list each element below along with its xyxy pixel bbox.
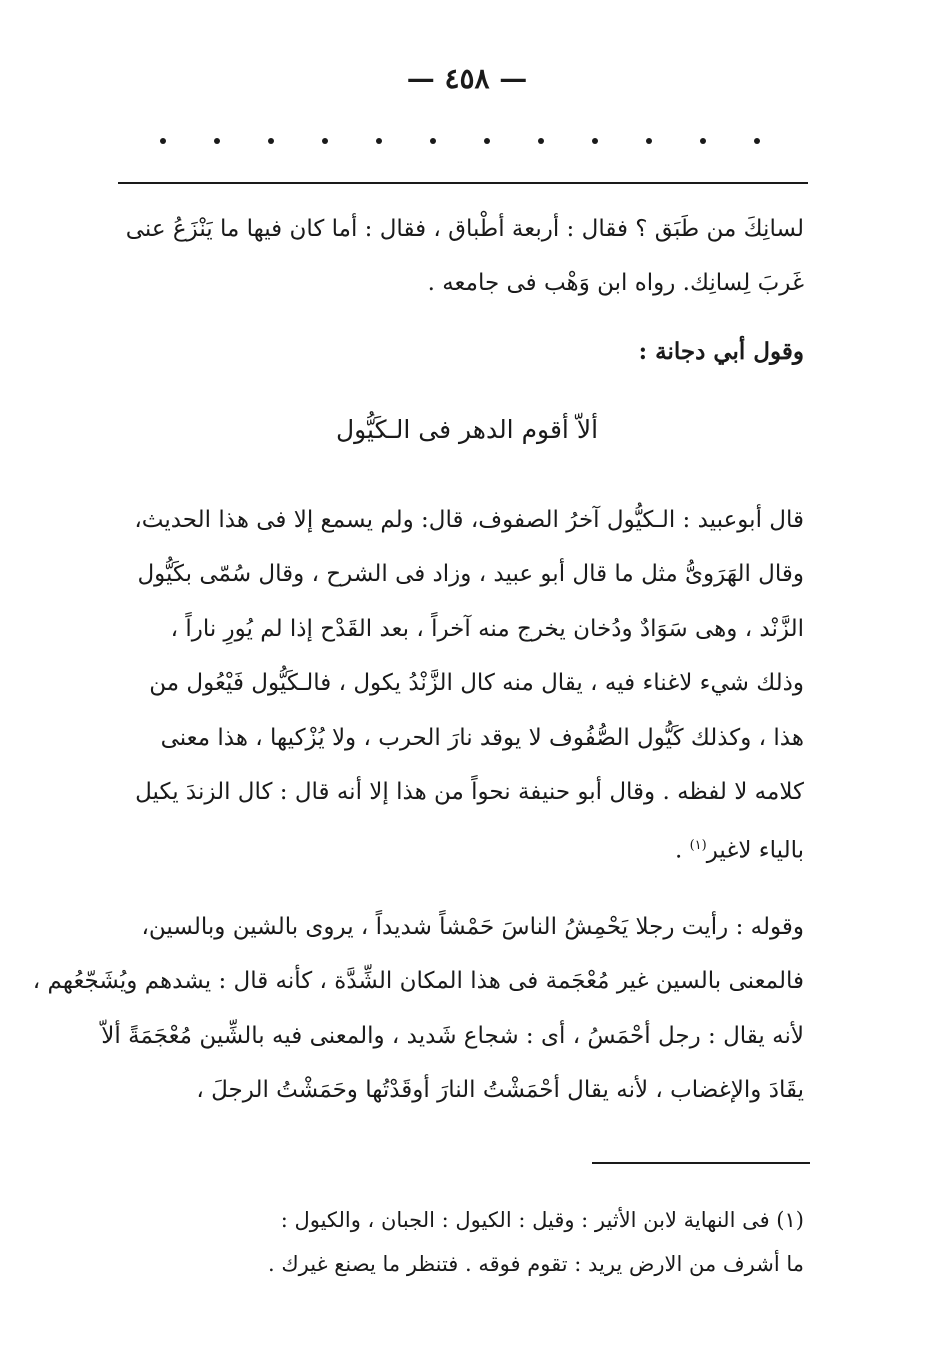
- text-line: فالمعنى بالسين غير مُعْجَمة فى هذا المكان الشِّدَّة ، كأنه قال : يشدهم ويُشَجّعُهم ،: [32, 968, 804, 995]
- ornament-dot: [268, 138, 274, 144]
- text-line: قال أبوعبيد : الـكيُّول آخرُ الصفوف، قال: ولم يسمع إلا فى هذا الحديث،: [134, 507, 804, 533]
- ornament-dot: [322, 138, 328, 144]
- intro-line: [126, 330, 804, 374]
- ornament-dot: [592, 138, 598, 144]
- verse-heading: ألاّ أقوم الدهر فى الـكَيُّول: [335, 415, 599, 444]
- text-line: [126, 819, 804, 878]
- ornament-dots: [160, 138, 760, 144]
- text-line: وقول أبي دجانة :: [638, 338, 804, 365]
- text-line: غَربَ لِسانِك. رواه ابن وَهْب فى جامعه .: [427, 270, 804, 296]
- ornament-dot: [484, 138, 490, 144]
- ornament-dot: [754, 138, 760, 144]
- ornament-dot: [538, 138, 544, 144]
- footnote-rule: [592, 1162, 810, 1164]
- ornament-dot: [430, 138, 436, 144]
- header-rule: [118, 182, 808, 184]
- ornament-dot: [700, 138, 706, 144]
- text-line: وقوله : رأيت رجلا يَحْمِشُ الناسَ حَمْشاً شديداً ، يروى بالشين وبالسين،: [141, 914, 804, 940]
- text-line: وذلك شيء لاغناء فيه ، يقال منه كال الزَّنْدُ يكول ، فالـكَيُّول فَيْعُول من: [149, 670, 804, 697]
- text-line: كلامه لا لفظه . وقال أبو حنيفة نحواً من هذا إلا أنه قال : كال الزندَ يكيل: [135, 779, 804, 806]
- text-line: وقال الهَرَوىُّ مثل ما قال أبو عبيد ، وزاد فى الشرح ، وقال سُمّى بكَيُّول: [137, 561, 804, 588]
- line-text: بالياء لاغير: [706, 838, 804, 865]
- ornament-dot: [646, 138, 652, 144]
- paragraph-2: [126, 493, 804, 879]
- ornament-dot: [214, 138, 220, 144]
- text-line: هذا ، وكذلك كَيُّول الصُّفُوف لا يوقد نارَ الحرب ، ولا يُزْكيها ، هذا معنى: [160, 724, 804, 751]
- text-line: يقَادَ والإغضاب ، لأنه يقال أحْمَشْتُ النارَ أوقَدْتُها وحَمَشْتُ الرجلَ ،: [196, 1077, 804, 1104]
- ornament-dot: [160, 138, 166, 144]
- footnote-line: (١) فى النهاية لابن الأثير : وقيل : الكيول : الجبان ، والكيول :: [280, 1208, 804, 1232]
- text-line: لسانِكَ من طَبَق ؟ فقال : أربعة أطْباق ، فقال : أما كان فيها ما يَنْزَعُ عنى: [125, 216, 804, 242]
- footnote-line: ما أشرف من الارض يريد : تقوم فوقه . فتنظر ما يصنع غيرك .: [268, 1252, 804, 1276]
- footnote-marker: (١): [689, 838, 707, 854]
- ornament-dot: [376, 138, 382, 144]
- text-line: لأنه يقال : رجل أحْمَسُ ، أى : شجاع شَديد ، والمعنى فيه بالشِّين مُعْجَمَةً ألاّ: [101, 1022, 804, 1049]
- paragraph-1: [126, 202, 804, 310]
- line-end: .: [674, 838, 690, 865]
- footnote: [126, 1198, 804, 1286]
- text-line: الزَّنْد ، وهى سَوَادٌ ودُخان يخرج منه آخراً ، بعد القَدْح إذا لم يُورِ ناراً ،: [170, 615, 804, 642]
- paragraph-3: [32, 900, 804, 1118]
- page-number: — ٤٥٨ —: [406, 62, 528, 95]
